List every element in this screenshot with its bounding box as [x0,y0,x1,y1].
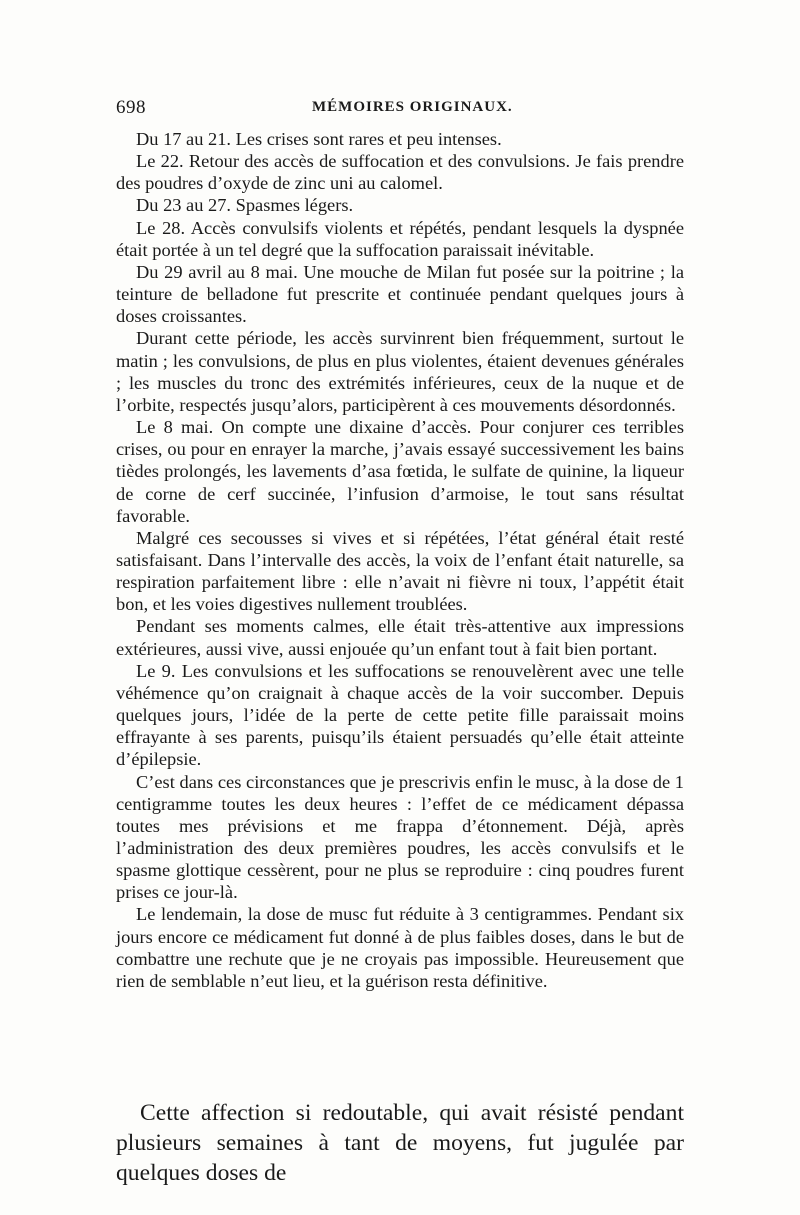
paragraph: Du 17 au 21. Les crises sont rares et peu intenses. [136,129,502,149]
page-number: 698 [116,97,146,118]
paragraph: Le 8 mai. On compte une dixaine d’accès. Pour conjurer ces terribles crises, ou pour en enrayer la marche, j’avais essayé successivement les bains tièdes prolongés, les lavements d’asa fœtida, le sulfate de quinine, la liqueur de corne de cerf succinée, l’infusion d’armoise, le tout sans résultat favorable. [116,417,684,526]
paragraph: C’est dans ces circonstances que je prescrivis enfin le musc, à la dose de 1 centigramme toutes les deux heures : l’effet de ce médicament dépassa toutes mes prévisions et me frappa d’étonnement. Déjà, après l’administration des deux premières poudres, les accès convulsifs et le spasme glottique cessèrent, pour ne plus se reproduire : cinq poudres furent prises ce jour-là. [116,771,684,903]
final-text [116,1098,684,1188]
paragraph: Pendant ses moments calmes, elle était très-attentive aux impressions extérieures, aussi vive, aussi enjouée qu’un enfant tout à fait bien portant. [116,616,684,659]
running-title: MÉMOIRES ORIGINAUX. [312,99,513,115]
paragraph: Le lendemain, la dose de musc fut réduite à 3 centigrammes. Pendant six jours encore ce médicament fut donné à de plus faibles doses, dans le but de combattre une rechute que je ne croyais pas impossible. Heureusement que rien de semblable n’eut lieu, et la guérison resta définitive. [116,904,684,991]
paragraph: Le 9. Les convulsions et les suffocations se renouvelèrent avec une telle véhémence qu’on craignait à chaque accès de la voir succomber. Depuis quelques jours, l’idée de la perte de cette petite fille paraissait moins effrayante à ses parents, puisqu’ils étaient persuadés qu’elle était atteinte d’épilepsie. [116,660,684,770]
paragraph: Le 28. Accès convulsifs violents et répétés, pendant lesquels la dyspnée était portée à un tel degré que la suffocation paraissait inévitable. [116,217,684,260]
paragraph: Du 23 au 27. Spasmes légers. [136,195,354,216]
paragraph: Le 22. Retour des accès de suffocation et des convulsions. Je fais prendre des poudres d’oxyde de zinc uni au calomel. [116,151,684,194]
body-text [116,128,684,992]
paragraph: Du 29 avril au 8 mai. Une mouche de Milan fut posée sur la poitrine ; la teinture de belladone fut prescrite et continuée pendant quelques jours à doses croissantes. [116,261,684,327]
page-header [116,97,686,125]
paragraph: Durant cette période, les accès survinrent bien fréquemment, surtout le matin ; les convulsions, de plus en plus violentes, étaient devenues générales ; les muscles du tronc des extrémités inférieures, ceux de la nuque et de l’orbite, respectés jusqu’alors, participèrent à ces mouvements désordonnés. [116,328,684,415]
paragraph: Malgré ces secousses si vives et si répétées, l’état général était resté satisfaisant. Dans l’intervalle des accès, la voix de l’enfant était naturelle, sa respiration parfaitement libre : elle n’avait ni fièvre ni toux, l’appétit était bon, et les voies digestives nullement troublées. [116,527,684,615]
final-paragraph: Cette affection si redoutable, qui avait résisté pendant plusieurs semaines à tant de moyens, fut jugulée par quelques doses de [116,1100,684,1186]
